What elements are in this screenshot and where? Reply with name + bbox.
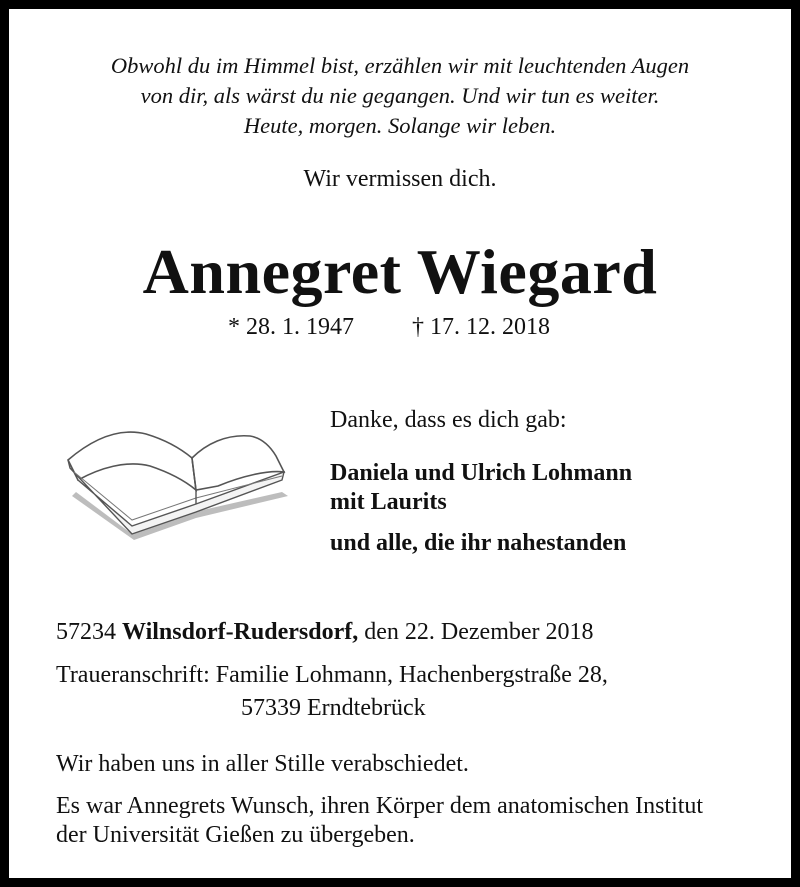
death-date: † 17. 12. 2018: [412, 314, 550, 340]
mourning-address-label: Traueranschrift:: [56, 662, 210, 688]
closing-line-2: Es war Annegrets Wunsch, ihren Körper dem anatomischen Institut: [56, 793, 704, 819]
closing-line-3: der Universität Gießen zu übergeben.: [56, 822, 415, 848]
poem-line-2: von dir, als wärst du nie gegangen. Und wir tun es weiter.: [140, 83, 660, 108]
obituary-notice: [9, 9, 791, 878]
mourning-address-street: Familie Lohmann, Hachenbergstraße 28,: [215, 662, 608, 688]
closing-line-1: Wir haben uns in aller Stille verabschiedet.: [56, 751, 469, 777]
place-date-line: [56, 619, 594, 646]
mourners-others: und alle, die ihr nahestanden: [330, 530, 627, 556]
mourning-address-line-2: 57339 Erndtebrück: [241, 695, 426, 721]
poem-line-3: Heute, morgen. Solange wir leben.: [243, 113, 557, 138]
open-book-icon: [56, 414, 296, 544]
birth-date: * 28. 1. 1947: [228, 314, 354, 340]
mourning-address-line-1: [56, 662, 608, 689]
notice-date: den 22. Dezember 2018: [364, 619, 594, 645]
mourners-names-line-1: Daniela und Ulrich Lohmann: [330, 460, 633, 486]
poem-line-1: Obwohl du im Himmel bist, erzählen wir mit leuchtenden Augen: [110, 53, 690, 78]
postcode: 57234: [56, 619, 116, 645]
deceased-name: Annegret Wiegard: [142, 236, 658, 307]
thanks-text: Danke, dass es dich gab:: [330, 407, 567, 433]
town-name: Wilnsdorf-Rudersdorf,: [122, 619, 359, 645]
mourners-names-line-2: mit Laurits: [330, 489, 447, 515]
intro-text: Wir vermissen dich.: [303, 166, 497, 192]
